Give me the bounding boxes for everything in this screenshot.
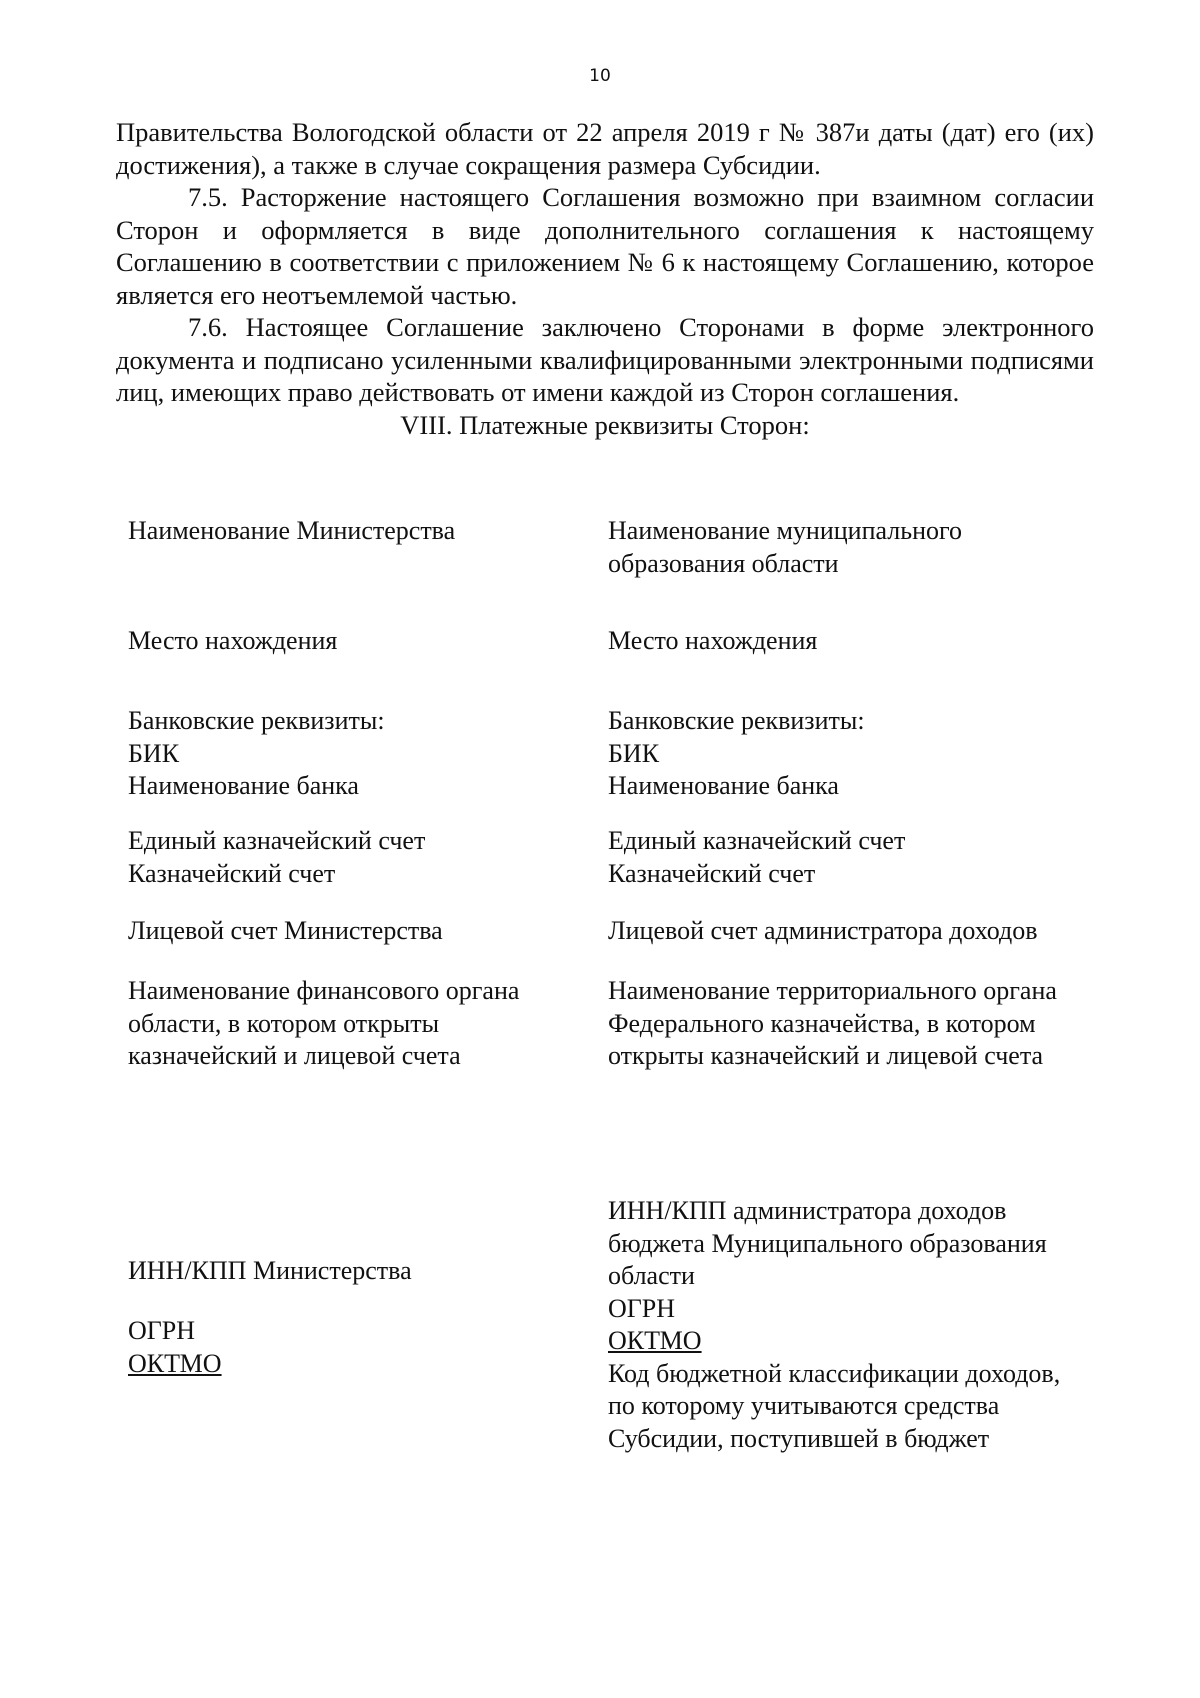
- municipality-requisites-column: [608, 515, 1098, 1455]
- treasury-body-line: открыты казначейский и лицевой счета: [608, 1041, 1044, 1070]
- ministry-oktmo-label: ОКТМО: [128, 1348, 222, 1378]
- paragraph-7-6: 7.6. Настоящее Соглашение заключено Сторонами в форме электронного документа и подписано усиленными квалифицированными электронными подписями лиц, имеющих право действовать от имени каждой из Сторон соглашения.: [116, 312, 1094, 407]
- municipality-single-treasury-account-label: Единый казначейский счет: [608, 826, 906, 855]
- ministry-bik-label: БИК: [128, 738, 180, 768]
- municipality-inn-kpp-line: ИНН/КПП администратора доходов: [608, 1196, 1007, 1225]
- municipality-bank-details-label: Банковские реквизиты:: [608, 706, 865, 735]
- page-number: 10: [589, 66, 611, 86]
- municipality-oktmo-label: ОКТМО: [608, 1326, 702, 1355]
- ministry-bank-name-label: Наименование банка: [128, 771, 359, 800]
- municipality-bank-name-label: Наименование банка: [608, 771, 839, 800]
- ministry-finance-body-line: казначейский и лицевой счета: [128, 1041, 461, 1070]
- ministry-name-label: Наименование Министерства: [128, 516, 456, 545]
- municipality-inn-kpp-line: бюджета Муниципального образования: [608, 1228, 1047, 1258]
- ministry-single-treasury-account-label: Единый казначейский счет: [128, 826, 426, 855]
- municipality-name-line: образования области: [608, 548, 839, 578]
- ministry-requisites-column: [128, 515, 568, 1415]
- municipality-treasury-account-label: Казначейский счет: [608, 858, 816, 888]
- paragraph-continuation: Правительства Вологодской области от 22 апреля 2019 г № 387и даты (дат) его (их) достижения), а также в случае сокращения размера Субсидии.: [116, 117, 1094, 180]
- ministry-finance-body-line: Наименование финансового органа: [128, 976, 520, 1005]
- municipality-location-label: Место нахождения: [608, 626, 818, 655]
- ministry-treasury-account-label: Казначейский счет: [128, 858, 336, 888]
- budget-code-line: Код бюджетной классификации доходов,: [608, 1358, 1061, 1388]
- section-heading: VIII. Платежные реквизиты Сторон:: [400, 409, 810, 440]
- ministry-finance-body-line: области, в котором открыты: [128, 1008, 440, 1038]
- municipality-ogrn-label: ОГРН: [608, 1293, 676, 1323]
- ministry-bank-details-label: Банковские реквизиты:: [128, 706, 385, 735]
- budget-code-line: по которому учитываются средства: [608, 1391, 1000, 1420]
- municipality-inn-kpp-line: области: [608, 1261, 695, 1290]
- budget-code-line: Субсидии, поступившей в бюджет: [608, 1423, 990, 1453]
- municipality-personal-account-label: Лицевой счет администратора доходов: [608, 916, 1038, 945]
- document-body: [116, 116, 1094, 441]
- municipality-bik-label: БИК: [608, 738, 660, 768]
- ministry-inn-kpp-label: ИНН/КПП Министерства: [128, 1256, 412, 1285]
- ministry-personal-account-label: Лицевой счет Министерства: [128, 916, 443, 945]
- treasury-body-line: Наименование территориального органа: [608, 976, 1057, 1005]
- municipality-name-line: Наименование муниципального: [608, 516, 963, 545]
- treasury-body-line: Федерального казначейства, в котором: [608, 1008, 1036, 1038]
- ministry-location-label: Место нахождения: [128, 626, 338, 655]
- ministry-ogrn-label: ОГРН: [128, 1316, 196, 1345]
- paragraph-7-5: 7.5. Расторжение настоящего Соглашения возможно при взаимном согласии Сторон и оформляется в виде дополнительного соглашения к настоящему Соглашению в соответствии с приложением № 6 к настоящему Соглашению, которое является его неотъемлемой частью.: [116, 182, 1094, 310]
